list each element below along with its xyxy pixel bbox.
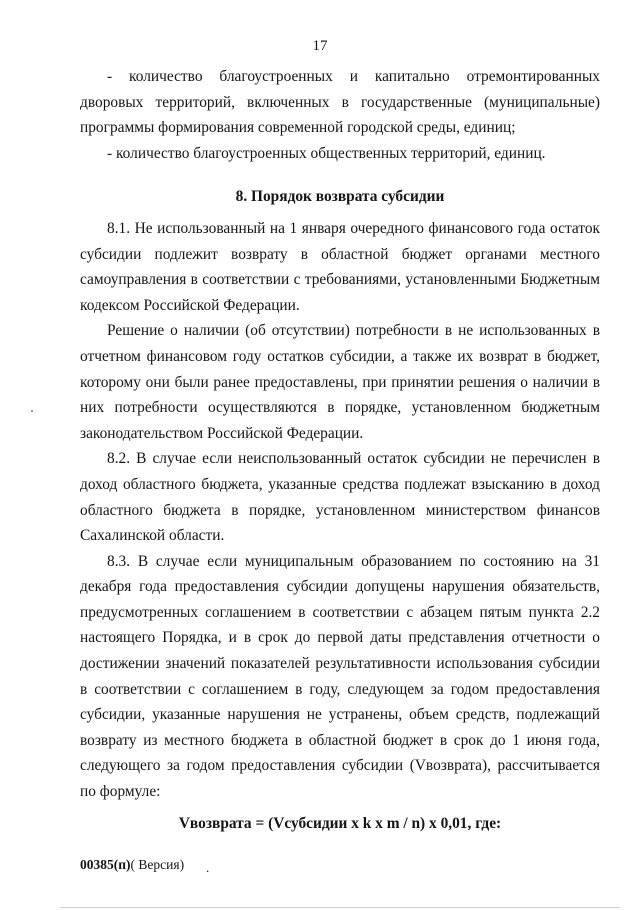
paragraph-8-1: 8.1. Не использованный на 1 января очередного финансового года остаток субсидии подлежит возврату в областной бюджет органами местного самоуправления в соответствии с требованиями, установленными Бюджетным кодексом Российской Федерации. [80,219,600,314]
list-item-public-territories: - количество благоустроенных общественных территорий, единиц. [107,144,546,162]
document-code-number: 00385(п) [80,857,131,872]
paragraph-8-3: 8.3. В случае если муниципальным образованием по состоянию на 31 декабря года предоставления субсидии допущены нарушения обязательств, предусмотренных соглашением в соответствии с абзацем пятым пункта 2.2 настоящего Порядка, и в срок до первой даты представления отчетности о достижении значений показателей результативности использования субсидии в соответствии с соглашением в году, следующем за годом предоставления субсидии, указанные нарушения не устранены, объем средств, подлежащий возврату из местного бюджета в областной бюджет в срок до 1 июня года, следующего за годом предоставления субсидии (Vвозврата), рассчитывается по формуле: [80,552,600,801]
page-number: 17 [312,38,328,54]
document-version: ( Версия) [130,857,185,872]
list-item-courtyard-territories: - количество благоустроенных и капитально отремонтированных дворовых территорий, включенных в государственные (муниципальные) программы формирования современной городской среды, единиц; [80,68,600,137]
scan-speck [31,410,33,412]
document-code [80,857,184,873]
section-heading: 8. Порядок возврата субсидии [235,188,445,206]
footer-mark: . [206,860,210,875]
formula: Vвозврата = (Vсубсидии x k x m / n) x 0,01, где: [178,814,502,832]
paragraph-8-2: 8.2. В случае если неиспользованный остаток субсидии не перечислен в доход областного бюджета, указанные средства подлежат взысканию в доход областного бюджета в порядке, установленном министерством финансов Сахалинской области. [80,450,600,545]
scan-edge-line [60,907,620,908]
paragraph-decision: Решение о наличии (об отсутствии) потребности в не использованных в отчетном финансовом году остатков субсидии, а также их возврат в бюджет, которому они были ранее предоставлены, при принятии решения о наличии в них потребности осуществляются в порядке, установленном бюджетным законодательством Российской Федерации. [80,322,600,442]
document-body [80,64,600,836]
